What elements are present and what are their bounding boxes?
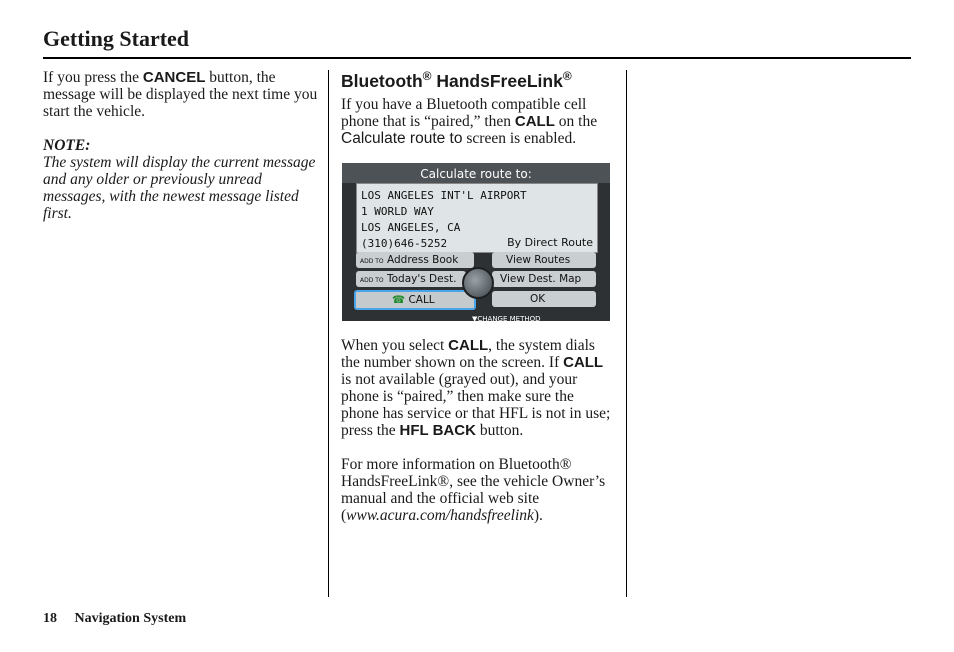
text: on the [558,112,598,130]
button-label: Address Book [386,253,459,266]
call-label: CALL [514,112,555,130]
more-info-paragraph [341,456,613,524]
view-routes-button[interactable] [492,252,596,268]
button-label: View Routes [506,253,571,266]
registered-mark: ® [422,69,432,83]
call-button[interactable] [354,290,476,310]
text: is not available (grayed out), and your phone is “paired,” then make sure the phone has service or that HFL is not in use; press the [341,370,611,439]
text: If you have a Bluetooth compatible cell phone that is “paired,” then [341,95,587,130]
text: , the system dials the number shown on the screen. If [341,336,595,371]
text: If you press the [43,69,139,86]
call-label: CALL [448,336,489,354]
view-dest-map-button[interactable] [492,271,596,287]
intro-paragraph [341,96,613,147]
destination-box [356,183,598,253]
address-book-button[interactable] [356,252,474,268]
page-number: 18 [43,611,57,626]
destination-line: LOS ANGELES, CA [361,220,461,234]
add-to-icon: ADD TO [360,257,384,265]
text: When you select [341,336,445,354]
column-divider [626,70,627,597]
title-rule [43,57,911,59]
button-label: OK [530,292,546,305]
note-heading: NOTE: [43,137,91,154]
navigation-screen-image [342,163,610,321]
heading-part: HandsFreeLink [436,70,563,91]
column-divider [328,70,329,597]
registered-mark: ® [562,69,572,83]
button-label: CALL [408,293,435,306]
route-method: By Direct Route [507,235,593,249]
page-title: Getting Started [43,26,190,51]
column-middle [341,66,613,524]
text: button. [479,421,524,439]
phone-icon: ☎ [392,293,406,306]
text: ). [533,506,543,524]
add-to-icon: ADD TO [360,276,384,284]
text: screen is enabled. [466,129,577,147]
hfl-back-label: HFL BACK [399,421,476,439]
screen-name: Calculate route to [341,129,463,147]
destination-line: (310)646-5252 [361,236,448,250]
todays-dest-button[interactable] [356,271,466,287]
call-label: CALL [563,353,604,371]
heading-part: Bluetooth [341,70,423,91]
screen-title: Calculate route to: [342,163,610,183]
text: button, the message will be displayed the next time you start the vehicle. [43,69,318,120]
section-heading [341,66,613,92]
text: For more information on Bluetooth® HandsFreeLink®, see the vehicle Owner’s manual and the official web site ( [341,455,606,524]
column-left [43,69,318,222]
website-link[interactable]: www.acura.com/handsfreelink [346,506,534,524]
selector-knob-icon [462,267,494,299]
note-text: The system will display the current message and any older or previously unread messages, with the newest message listed first. [43,154,316,222]
cancel-paragraph [43,69,318,120]
change-method-hint: ▼CHANGE METHOD [472,314,541,323]
button-label: View Dest. Map [500,272,582,285]
call-paragraph [341,337,613,439]
footer-label: Navigation System [74,611,187,626]
destination-line: LOS ANGELES INT'L AIRPORT [361,188,527,202]
destination-line: 1 WORLD WAY [361,204,434,218]
ok-button[interactable] [492,291,596,307]
cancel-button-label: CANCEL [142,69,206,86]
page-footer [43,611,186,627]
button-label: Today's Dest. [386,272,457,285]
